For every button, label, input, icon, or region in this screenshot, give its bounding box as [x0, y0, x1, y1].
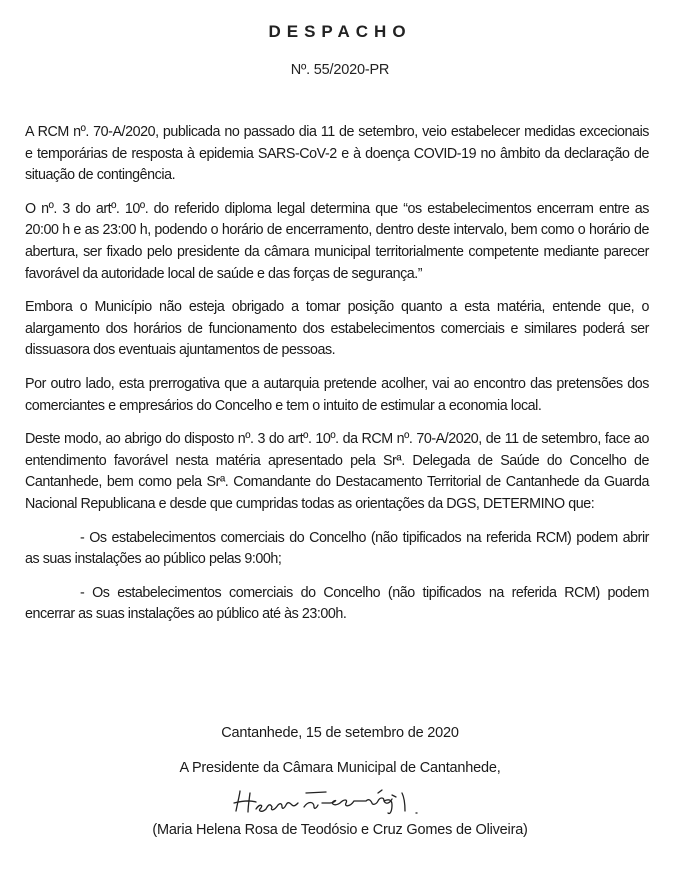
- paragraph-3: Embora o Município não esteja obrigado a tomar posição quanto a esta matéria, entende que, o alargamento dos horários de funcionamento dos estabelecimentos comerciais e similares poderá ser dissuasora dos eventuais ajuntamentos de pessoas.: [25, 299, 649, 359]
- paragraph-5: Deste modo, ao abrigo do disposto nº. 3 do artº. 10º. da RCM nº. 70-A/2020, de 11 de setembro, face ao entendimento favorável nesta matéria apresentado pela Srª. Delegada de Saúde do Concelho de Cantanhede, bem como pela Srª. Comandante do Destacamento Territorial de Cantanhede da Guarda Nacional Republicana e desde que cumpridas todas as orientações da DGS, DETERMINO que:: [25, 431, 649, 512]
- document-title: DESPACHO: [268, 22, 412, 41]
- place-date: Cantanhede, 15 de setembro de 2020: [221, 725, 459, 741]
- signature-image: [0, 785, 680, 824]
- document-number: Nº. 55/2020-PR: [290, 62, 390, 78]
- signature-icon: [230, 785, 450, 819]
- determination-item-2: - Os estabelecimentos comerciais do Concelho (não tipificados na referida RCM) podem encerrar as suas instalações ao público até às 23:00h.: [25, 584, 649, 623]
- signatory-name: (Maria Helena Rosa de Teodósio e Cruz Gomes de Oliveira): [152, 822, 528, 838]
- paragraph-2: O nº. 3 do artº. 10º. do referido diploma legal determina que “os estabelecimentos encerram entre as 20:00 h e as 23:00 h, podendo o horário de encerramento, dentro deste intervalo, bem como o horário de abertura, ser fixado pelo presidente da câmara municipal territorialmente competente mediante parecer favorável da autoridade local de saúde e das forças de segurança.”: [25, 200, 649, 282]
- paragraph-1: A RCM nº. 70-A/2020, publicada no passado dia 11 de setembro, veio estabelecer medidas excecionais e temporárias de resposta à epidemia SARS-CoV-2 e à doença COVID-19 no âmbito da declaração de situação de contingência.: [25, 124, 649, 184]
- signatory-role: A Presidente da Câmara Municipal de Cantanhede,: [179, 760, 501, 776]
- paragraph-4: Por outro lado, esta prerrogativa que a autarquia pretende acolher, vai ao encontro das pretensões dos comerciantes e empresários do Concelho e tem o intuito de estimular a economia local.: [25, 375, 649, 414]
- document-body: [25, 122, 649, 638]
- determination-item-1: - Os estabelecimentos comerciais do Concelho (não tipificados na referida RCM) podem abrir as suas instalações ao público pelas 9:00h;: [25, 529, 649, 568]
